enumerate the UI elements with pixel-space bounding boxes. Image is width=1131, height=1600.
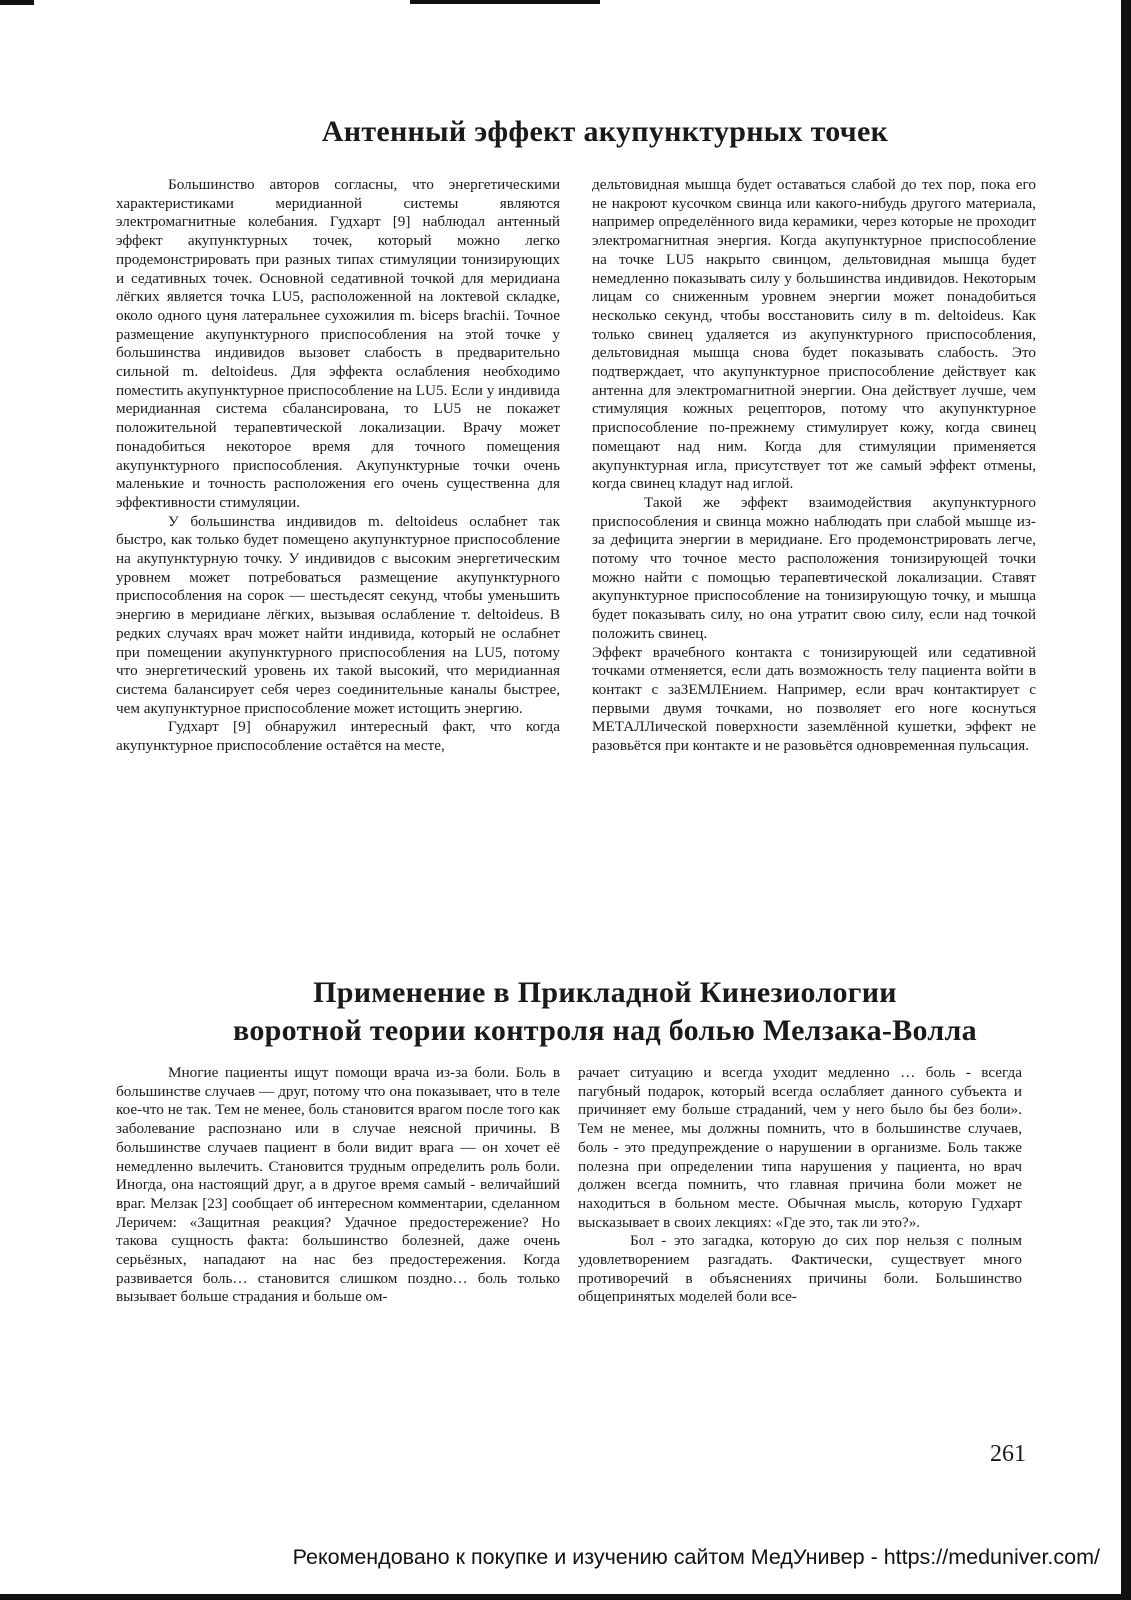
section1-right-paragraph-3: Эффект врачебного контакта с тонизирующей или седативной точками отменяется, если дать возможность телу пациента войти в контакт с заЗЕМЛЕнием. Например, если врач контактирует с первыми двумя точками, но позволяет его ноге коснуться МЕТАЛЛической поверхности заземлённой кушетки, эффект не разовьётся при контакте и не разовьётся одновременная пульсация. [592, 643, 1036, 755]
scan-edge-top [410, 0, 600, 4]
section1-left-paragraph-2: У большинства индивидов m. deltoideus ослабнет так быстро, как только будет помещено акупунктурное приспособление на акупунктурную точку. У индивидов с высоким энергетическим уровнем может потребоваться размещение акупунктурного приспособления на сорок — шестьдесят секунд, чтобы уменьшить энергию в меридиане лёгких, вызывая ослабление т. deltoideus. В редких случаях врач может найти индивида, который не ослабнет при помещении акупунктурного приспособления на LU5, потому что энергетический уровень их такой высокий, что меридианная система балансирует себя через соединительные каналы быстрее, чем акупунктурное приспособление может истощить энергию. [116, 512, 560, 717]
section1-right-paragraph-2: Такой же эффект взаимодействия акупунктурного приспособления и свинца можно наблюдать при слабой мышце из-за дефицита энергии в меридиане. Его продемонстрировать легче, потому что точное место расположения тонизирующей точки можно найти с помощью терапевтической локализации. Ставят акупунктурное приспособление на тонизирующую точку, и мышца будет показывать силу, но она утратит свою силу, если над точкой положить свинец. [592, 493, 1036, 642]
section2-right-column [578, 1064, 1022, 1307]
section1-right-column [592, 176, 1036, 756]
scan-edge-bottom [0, 1594, 1131, 1600]
section2-title-line-2: воротной теории контроля над болью Мелзака-Волла [233, 1014, 977, 1047]
section2-right-paragraph-1: рачает ситуацию и всегда уходит медленно … боль - всегда пагубный подарок, который всегда ослабляет данного субъекта и причиняет ему больше страданий, чем у него было бы без боли». Тем не менее, мы должны помнить, что в большинстве случаев, боль - это предупреждение о нарушении в организме. Боль также полезна при определении типа нарушения у пациента, но врач должен всегда помнить, что главная причина боли может не находиться в больном месте. Обычная мысль, которую Гудхарт высказывает в своих лекциях: «Где это, так ли это?». [578, 1064, 1022, 1231]
section2-title-line-1: Применение в Прикладной Кинезиологии [313, 976, 897, 1009]
scan-edge-top-left [0, 0, 34, 5]
page-number: 261 [990, 1441, 1026, 1467]
section2-left-column [116, 1064, 560, 1307]
scan-edge-right [1121, 0, 1131, 1600]
section1-left-paragraph-1: Большинство авторов согласны, что энергетическими характеристиками меридианной системы являются электромагнитные колебания. Гудхарт [9] наблюдал антенный эффект акупунктурных точек, который можно легко продемонстрировать при разных типах стимуляции тонизирующих и седативных точек. Основной седативной точкой для меридиана лёгких является точка LU5, расположенной на локтевой складке, около одного цуня латеральнее сухожилия m. biceps brachii. Точное размещение акупунктурного приспособления на этой точке у большинства индивидов вызовет слабость в предварительно сильной m. deltoideus. Для эффекта ослабления необходимо поместить акупунктурное приспособление на LU5. Если у индивида меридианная система сбалансирована, то LU5 не покажет положительной терапевтической локализации. Врачу может понадобиться некоторое время для точного помещения акупунктурного приспособления. Акупунктурные точки очень маленькие и точность расположения его очень существенна для эффективности стимуляции. [116, 176, 560, 511]
section1-left-column [116, 176, 560, 756]
section1-left-paragraph-3: Гудхарт [9] обнаружил интересный факт, что когда акупунктурное приспособление остаётся на месте, [116, 718, 560, 755]
section1-right-paragraph-1: дельтовидная мышца будет оставаться слабой до тех пор, пока его не накроют кусочком свинца или какого-нибудь другого материала, например определённого вида керамики, через которые не проходит электромагнитная энергия. Когда акупунктурное приспособление на точке LU5 накрыто свинцом, дельтовидная мышца будет немедленно показывать силу у большинства индивидов. Некоторым лицам со сниженным уровнем энергии может понадобиться несколько секунд, чтобы восстановить силу в m. deltoideus. Как только свинец удаляется из акупунктурного приспособления, дельтовидная мышца снова будет показывать слабость. Это подтверждает, что акупунктурное приспособление действует как антенна для электромагнитной энергии. Она действует лучше, чем стимуляция кожных рецепторов, потому что акупунктурное приспособление по-прежнему стимулирует кожу, когда свинец помещают над ним. Когда для стимуляции применяется акупунктурная игла, присутствует тот же самый эффект отмены, когда свинец кладут над иглой. [592, 176, 1036, 493]
section2-right-paragraph-2: Бол - это загадка, которую до сих пор нельзя с полным удовлетворением разгадать. Фактически, существует много противоречий в объяснениях причины боли. Большинство общепринятых моделей боли все- [578, 1232, 1022, 1306]
section2-left-paragraph-1: Многие пациенты ищут помощи врача из-за боли. Боль в большинстве случаев — друг, потому что она показывает, что в теле кое-что не так. Тем не менее, боль становится врагом после того как заболевание распознано или в случае неясной причины. В большинстве случаев пациент в боли видит врага — он хочет её немедленно вылечить. Становится трудным определить роль боли. Иногда, она настоящий друг, а в другое время самый - величайший враг. Мелзак [23] сообщает об интересном комментарии, сделанном Леричем: «Защитная реакция? Удачное предостережение? Но такова сущность факта: большинство болезней, даже очень серьёзных, нападают на нас без предостережения. Когда развивается боль… становится слишком поздно… боль только вызывает больше страдания и больше ом- [116, 1064, 560, 1306]
footer-recommendation: Рекомендовано к покупке и изучению сайтом МедУнивер - https://meduniver.com/ [292, 1545, 1100, 1569]
section1-title: Антенный эффект акупунктурных точек [321, 115, 889, 148]
